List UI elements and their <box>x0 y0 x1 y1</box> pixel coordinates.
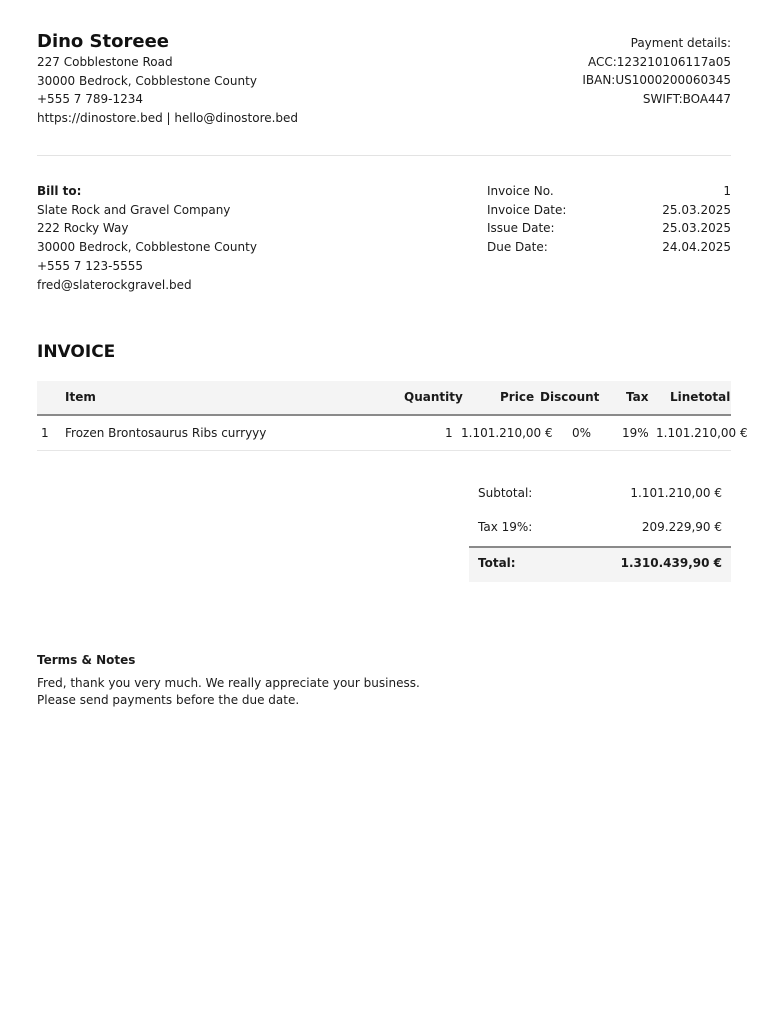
company-phone: +555 7 789-1234 <box>37 92 143 107</box>
company-address-line2: 30000 Bedrock, Cobblestone County <box>37 73 257 88</box>
payment-details <box>582 34 731 109</box>
invoice-number-row <box>487 182 731 201</box>
header-linetotal: Linetotal <box>670 390 731 404</box>
row-discount: 0% <box>572 426 592 440</box>
tax-label: Tax 19%: <box>478 520 533 534</box>
header-item: Item <box>65 390 96 404</box>
terms-notes <box>37 651 420 708</box>
row-quantity: 1 <box>445 426 453 440</box>
bill-to-address-line2: 30000 Bedrock, Cobblestone County <box>37 240 257 255</box>
invoice-date-label: Invoice Date: <box>487 202 567 217</box>
document-title: INVOICE <box>37 342 116 362</box>
items-table-header <box>37 381 731 416</box>
payment-swift: SWIFT:BOA447 <box>642 92 731 107</box>
subtotal-label: Subtotal: <box>478 486 533 500</box>
notes-line-1: Fred, thank you very much. We really appreciate your business. <box>37 676 420 690</box>
issue-date-label: Issue Date: <box>487 221 555 236</box>
row-price: 1.101.210,00 € <box>461 426 553 440</box>
bill-to-label: Bill to: <box>37 184 82 198</box>
invoice-date-value: 25.03.2025 <box>662 202 731 217</box>
row-linetotal: 1.101.210,00 € <box>656 426 748 440</box>
row-tax: 19% <box>622 426 649 440</box>
invoice-meta <box>487 182 731 257</box>
notes-line-2: Please send payments before the due date. <box>37 692 300 707</box>
totals-block <box>469 478 731 582</box>
subtotal-value: 1.101.210,00 € <box>630 486 722 500</box>
bill-to-name: Slate Rock and Gravel Company <box>37 202 231 217</box>
header-discount: Discount <box>540 390 600 404</box>
row-item: Frozen Brontosaurus Ribs curryyy <box>65 426 267 440</box>
table-row <box>37 416 748 451</box>
header-tax: Tax <box>626 390 649 404</box>
bill-to-phone: +555 7 123-5555 <box>37 258 143 273</box>
header-quantity: Quantity <box>404 390 463 404</box>
company-name: Dino Storeee <box>37 31 169 52</box>
bill-to-email: fred@slaterockgravel.bed <box>37 277 192 292</box>
issue-date-row <box>487 219 731 238</box>
payment-acc: ACC:123210106117a05 <box>587 54 731 69</box>
payment-details-title: Payment details: <box>630 36 731 50</box>
row-index: 1 <box>41 426 49 440</box>
due-date-label: Due Date: <box>487 240 548 255</box>
payment-iban: IBAN:US1000200060345 <box>582 73 731 88</box>
company-web-email: https://dinostore.bed | hello@dinostore.bed <box>37 111 299 126</box>
bill-to-address-line1: 222 Rocky Way <box>37 221 129 236</box>
due-date-value: 24.04.2025 <box>662 240 731 255</box>
company-address-line1: 227 Cobblestone Road <box>37 55 173 69</box>
company-block <box>37 31 298 128</box>
total-row <box>469 546 731 582</box>
total-value: 1.310.439,90 € <box>620 556 722 570</box>
total-label: Total: <box>478 556 516 570</box>
invoice-number-value: 1 <box>723 184 731 198</box>
header-price: Price <box>500 390 535 404</box>
due-date-row <box>487 238 731 257</box>
invoice-date-row <box>487 201 731 220</box>
tax-value: 209.229,90 € <box>641 520 722 534</box>
issue-date-value: 25.03.2025 <box>662 221 731 236</box>
terms-notes-title: Terms & Notes <box>37 653 136 667</box>
header-divider <box>37 155 731 156</box>
subtotal-row <box>469 478 731 512</box>
bill-to-block <box>37 182 257 294</box>
invoice-number-label: Invoice No. <box>487 184 554 198</box>
tax-row <box>469 512 731 546</box>
